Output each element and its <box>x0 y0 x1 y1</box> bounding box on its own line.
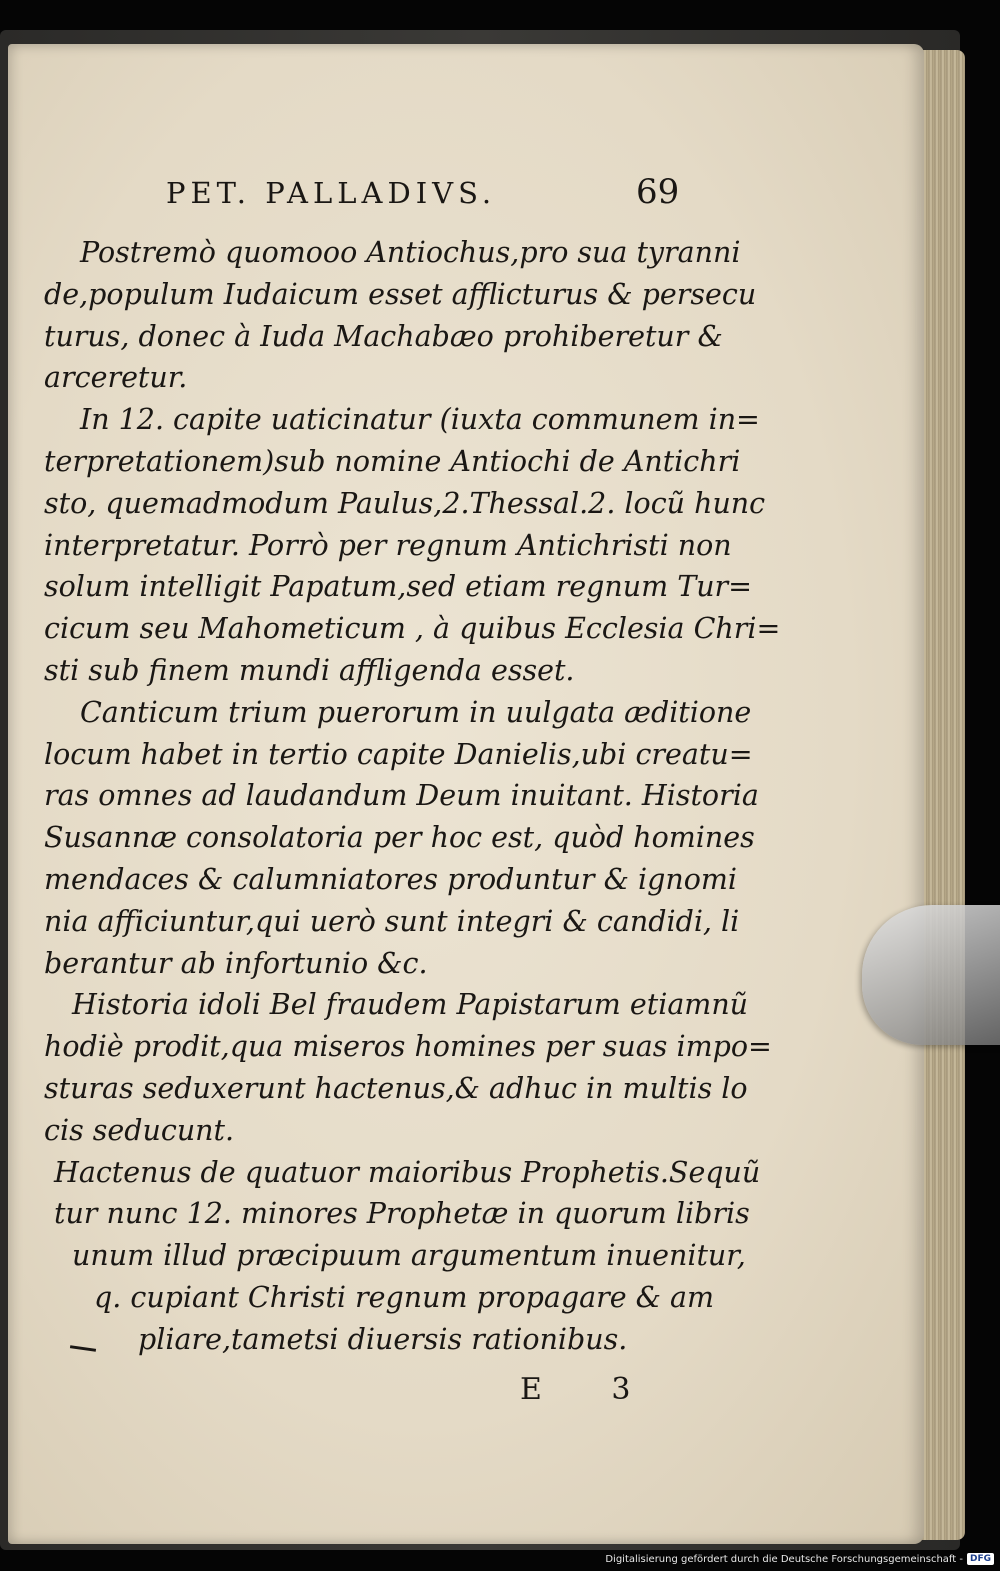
text-line: pliare,tametsi diuersis rationibus. <box>138 1322 628 1356</box>
dfg-logo-icon: DFG <box>967 1553 994 1565</box>
text-line: interpretatur. Porrò per regnum Antichristi non <box>44 528 732 562</box>
body-text <box>44 232 781 1361</box>
text-line: In 12. capite uaticinatur (iuxta communem in= <box>80 403 760 437</box>
digitization-credit <box>605 1553 994 1565</box>
text-line: locum habet in tertio capite Danielis,ubi creatu= <box>44 737 753 771</box>
text-line: turus, donec à Iuda Machabæo prohiberetur & <box>44 319 723 353</box>
page-clip <box>862 905 1000 1045</box>
book-page <box>8 44 924 1544</box>
text-line: nia afficiuntur,qui uerò sunt integri & candidi, li <box>44 904 740 938</box>
text-line: tur nunc 12. minores Prophetæ in quorum libris <box>54 1197 750 1231</box>
text-line: solum intelligit Papatum,sed etiam regnum Tur= <box>44 570 753 604</box>
text-line: mendaces & calumniatores produntur & ignomi <box>44 862 738 896</box>
credit-text: Digitalisierung gefördert durch die Deutsche Forschungsgemeinschaft - <box>605 1553 963 1565</box>
text-line: Susannæ consolatoria per hoc est, quòd homines <box>44 821 755 855</box>
text-line: Postremò quomooo Antiochus,pro sua tyranni <box>80 236 741 269</box>
text-line: Historia idoli Bel fraudem Papistarum etiamnũ <box>72 988 749 1022</box>
page-header <box>166 172 686 212</box>
text-line: q. cupiant Christi regnum propagare & am <box>94 1280 715 1314</box>
text-line: cis seducunt. <box>44 1113 235 1147</box>
text-line: de,populum Iudaicum esset afflicturus & persecu <box>44 277 757 311</box>
text-line: sturas seduxerunt hactenus,& adhuc in multis lo <box>44 1071 748 1105</box>
page-number: 69 <box>636 172 680 212</box>
text-line: terpretationem)sub nomine Antiochi de Antichri <box>44 444 741 478</box>
running-head: PET. PALLADIVS. <box>166 176 497 210</box>
text-line: sto, quemadmodum Paulus,2.Thessal.2. locũ hunc <box>44 486 766 520</box>
signature-mark: E 3 <box>520 1372 661 1407</box>
text-line: ras omnes ad laudandum Deum inuitant. Historia <box>44 779 759 813</box>
text-line: hodiè prodit,qua miseros homines per suas impo= <box>44 1030 772 1064</box>
text-line: arceretur. <box>44 361 188 395</box>
text-line: Hactenus de quatuor maioribus Prophetis.Sequũ <box>54 1155 761 1189</box>
text-line: sti sub finem mundi affligenda esset. <box>44 653 575 687</box>
text-line: unum illud præcipuum argumentum inuenitur, <box>72 1239 746 1273</box>
text-line: Canticum trium puerorum in uulgata æditione <box>80 695 752 729</box>
text-line: cicum seu Mahometicum , à quibus Ecclesia Chri= <box>44 612 781 646</box>
text-line: berantur ab infortunio &c. <box>44 946 428 980</box>
